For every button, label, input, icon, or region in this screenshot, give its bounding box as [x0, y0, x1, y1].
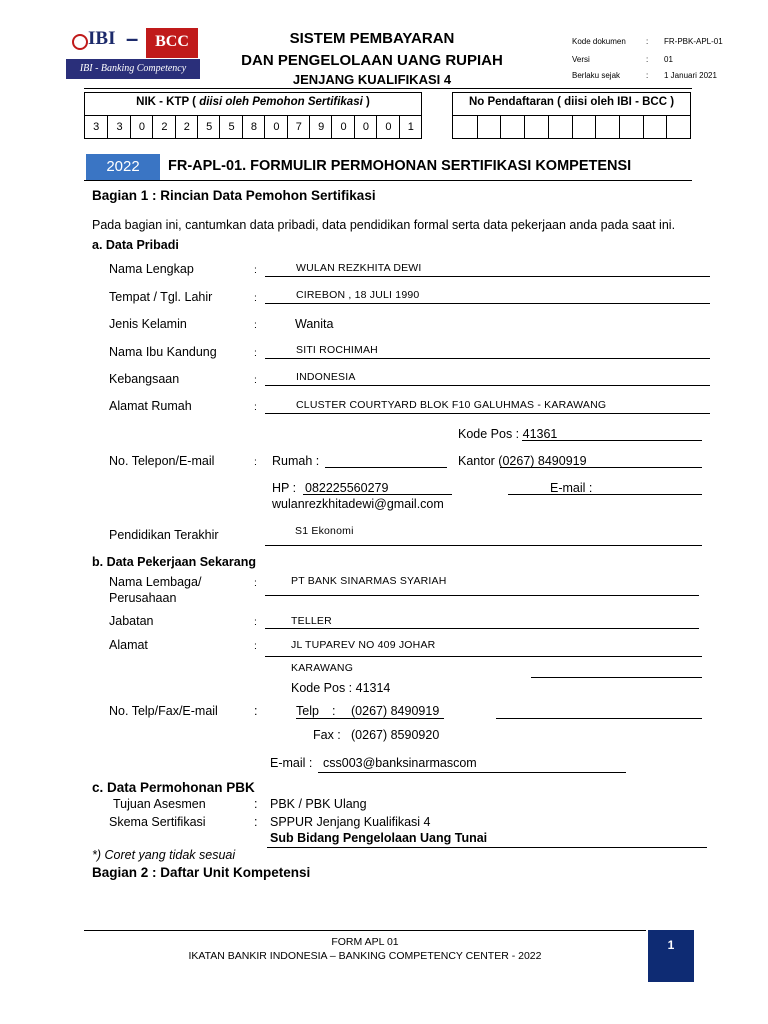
- section-c-heading: c. Data Permohonan PBK: [92, 780, 255, 795]
- jabatan-value: TELLER: [291, 615, 332, 627]
- lembaga-label-line1: Nama Lembaga/: [109, 575, 202, 589]
- colon: :: [254, 292, 257, 304]
- jabatan-label: Jabatan: [109, 614, 154, 628]
- pendidikan-label: Pendidikan Terakhir: [109, 528, 219, 542]
- field-underline: [265, 358, 710, 359]
- footer-line2: IKATAN BANKIR INDONESIA – BANKING COMPETENCY CENTER - 2022: [188, 950, 542, 962]
- nik-digit: 5: [197, 116, 220, 138]
- registration-cell[interactable]: [595, 116, 620, 138]
- nik-digit: 0: [354, 116, 377, 138]
- form-title: FR-APL-01. FORMULIR PERMOHONAN SERTIFIKASI KOMPETENSI: [168, 158, 632, 174]
- skema-value: SPPUR Jenjang Kualifikasi 4: [270, 815, 431, 829]
- logo-bcc-text: BCC: [146, 28, 198, 58]
- meta-value: FR-PBK-APL-01: [664, 37, 723, 46]
- colon: :: [254, 401, 257, 413]
- tujuan-value: PBK / PBK Ulang: [270, 797, 367, 811]
- part1-intro: Pada bagian ini, cantumkan data pribadi, data pendidikan formal serta data pekerjaan anda pada saat ini.: [92, 218, 676, 232]
- nik-digit: 7: [287, 116, 310, 138]
- registration-cell[interactable]: [500, 116, 525, 138]
- alamat-kerja-label: Alamat: [109, 638, 148, 652]
- meta-label: Berlaku sejak: [572, 71, 621, 80]
- page-number: 1: [648, 930, 694, 982]
- nik-digit: 5: [219, 116, 242, 138]
- nik-label: NIK - KTP ( diisi oleh Pemohon Sertifikasi ): [136, 96, 370, 108]
- pendidikan-value: S1 Ekonomi: [295, 525, 354, 537]
- skema-label: Skema Sertifikasi: [109, 815, 206, 829]
- coret-note: *) Coret yang tidak sesuai: [92, 848, 236, 862]
- telp-kerja-value: (0267) 8490919: [351, 704, 440, 718]
- field-underline: [265, 276, 710, 277]
- email-kerja-value: css003@banksinarmascom: [323, 756, 477, 770]
- footer-line: [84, 930, 646, 931]
- email-kerja-underline: [318, 772, 626, 773]
- part2-heading: Bagian 2 : Daftar Unit Kompetensi: [92, 865, 311, 880]
- field-underline: [500, 467, 702, 468]
- nik-digit: 0: [331, 116, 354, 138]
- email-label: E-mail :: [550, 481, 593, 495]
- ibi-bcc-logo: [66, 26, 200, 94]
- meta-sep: :: [646, 55, 649, 64]
- alamat-kerja-line2: KARAWANG: [291, 662, 354, 674]
- tujuan-label: Tujuan Asesmen: [113, 797, 206, 811]
- field-underline: [265, 413, 710, 414]
- meta-sep: :: [646, 71, 649, 80]
- colon: :: [254, 456, 257, 468]
- rumah-underline: [325, 467, 447, 468]
- nik-digit: 3: [107, 116, 130, 138]
- meta-value: 1 Januari 2021: [664, 71, 717, 80]
- field-underline: [265, 303, 710, 304]
- alamat-kerja-line1: JL TUPAREV NO 409 JOHAR: [291, 639, 436, 651]
- field-underline: [522, 440, 702, 441]
- colon: :: [254, 347, 257, 359]
- logo-ibi-text: IBI: [88, 28, 116, 49]
- email-value: wulanrezkhitadewi@gmail.com: [272, 497, 444, 511]
- lembaga-label-line2: Perusahaan: [109, 591, 177, 605]
- kodepos-kerja: Kode Pos : 41314: [291, 681, 391, 695]
- telp-prefix: Telp: [296, 704, 319, 718]
- registration-cell[interactable]: [453, 116, 477, 138]
- registration-cell[interactable]: [477, 116, 502, 138]
- title-line1: SISTEM PEMBAYARAN: [289, 30, 455, 47]
- field-underline: [265, 385, 710, 386]
- colon: :: [254, 374, 257, 386]
- nik-digit: 0: [264, 116, 287, 138]
- field-underline: [265, 628, 699, 629]
- colon: :: [254, 616, 257, 628]
- colon: :: [254, 704, 258, 718]
- telp-underline: [296, 718, 444, 719]
- registration-cell[interactable]: [666, 116, 691, 138]
- email-kerja-label: E-mail :: [270, 756, 313, 770]
- telp-label: No. Telepon/E-mail: [109, 454, 215, 468]
- registration-label: No Pendaftaran ( diisi oleh IBI - BCC ): [468, 96, 675, 108]
- ibi-emblem-icon: [72, 34, 88, 50]
- colon: :: [254, 640, 257, 652]
- title-underline: [84, 180, 692, 181]
- colon: :: [254, 319, 257, 331]
- bangsa-label: Kebangsaan: [109, 372, 180, 386]
- hp-value: 082225560279: [305, 481, 389, 495]
- nik-digit: 2: [175, 116, 198, 138]
- registration-cell[interactable]: [524, 116, 549, 138]
- registration-cell[interactable]: [572, 116, 597, 138]
- header-divider: [84, 88, 692, 89]
- nik-digit: 1: [399, 116, 422, 138]
- field-underline: [267, 847, 707, 848]
- logo-dash: –: [126, 26, 139, 51]
- field-underline: [265, 545, 702, 546]
- field-underline: [265, 656, 702, 657]
- jk-label: Jenis Kelamin: [109, 317, 187, 331]
- field-underline: [496, 718, 702, 719]
- meta-sep: :: [646, 37, 649, 46]
- meta-value: 01: [664, 55, 673, 64]
- part1-heading: Bagian 1 : Rincian Data Pemohon Sertifikasi: [92, 188, 376, 203]
- kodepos-value: Kode Pos : 41361: [458, 427, 558, 441]
- registration-cell[interactable]: [643, 116, 668, 138]
- hp-label: HP :: [272, 481, 297, 495]
- field-underline: [265, 595, 699, 596]
- jk-value: Wanita: [295, 317, 334, 331]
- year-badge: 2022: [86, 154, 160, 180]
- nama-value: WULAN REZKHITA DEWI: [296, 262, 422, 274]
- footer-line1: FORM APL 01: [331, 936, 399, 948]
- fax-prefix: Fax :: [313, 728, 341, 742]
- email-underline: [508, 494, 702, 495]
- nik-digit: 9: [309, 116, 332, 138]
- logo-tagline: IBI - Banking Competency Center: [66, 59, 200, 79]
- alamat-value: CLUSTER COURTYARD BLOK F10 GALUHMAS - KARAWANG: [296, 399, 607, 411]
- lembaga-value: PT BANK SINARMAS SYARIAH: [291, 575, 447, 587]
- registration-box: [452, 92, 691, 139]
- nik-digit: 2: [152, 116, 175, 138]
- meta-label: Kode dokumen: [572, 37, 626, 46]
- nama-label: Nama Lengkap: [109, 262, 194, 276]
- section-b-heading: b. Data Pekerjaan Sekarang: [92, 555, 256, 569]
- registration-cell[interactable]: [619, 116, 644, 138]
- rumah-label: Rumah :: [272, 454, 320, 468]
- colon: :: [254, 815, 258, 829]
- nik-digit: 0: [130, 116, 153, 138]
- colon: :: [254, 264, 257, 276]
- title-line3: JENJANG KUALIFIKASI 4: [292, 72, 452, 87]
- bangsa-value: INDONESIA: [296, 371, 356, 383]
- telp-colon: :: [332, 704, 336, 718]
- alamat-label: Alamat Rumah: [109, 399, 192, 413]
- nik-box: [84, 92, 422, 139]
- field-underline: [531, 677, 702, 678]
- ibu-label: Nama Ibu Kandung: [109, 345, 217, 359]
- registration-cells: [453, 116, 690, 138]
- ttl-value: CIREBON , 18 JULI 1990: [296, 289, 420, 301]
- registration-cell[interactable]: [548, 116, 573, 138]
- nik-digit: 0: [376, 116, 399, 138]
- subbidang-value: Sub Bidang Pengelolaan Uang Tunai: [270, 831, 488, 845]
- nik-digit: 3: [93, 121, 100, 133]
- kantor-value: Kantor (0267) 8490919: [458, 454, 587, 468]
- section-a-heading: a. Data Pribadi: [92, 238, 179, 252]
- hp-underline: [303, 494, 452, 495]
- colon: :: [254, 797, 258, 811]
- ibu-value: SITI ROCHIMAH: [296, 344, 378, 356]
- nik-digit: 8: [242, 116, 265, 138]
- title-line2: DAN PENGELOLAAN UANG RUPIAH: [241, 52, 503, 69]
- fax-value: (0267) 8590920: [351, 728, 440, 742]
- meta-label: Versi: [572, 55, 590, 64]
- colon: :: [254, 577, 257, 589]
- nik-digits: [85, 116, 421, 138]
- telp-kerja-label: No. Telp/Fax/E-mail: [109, 704, 218, 718]
- ttl-label: Tempat / Tgl. Lahir: [109, 290, 213, 304]
